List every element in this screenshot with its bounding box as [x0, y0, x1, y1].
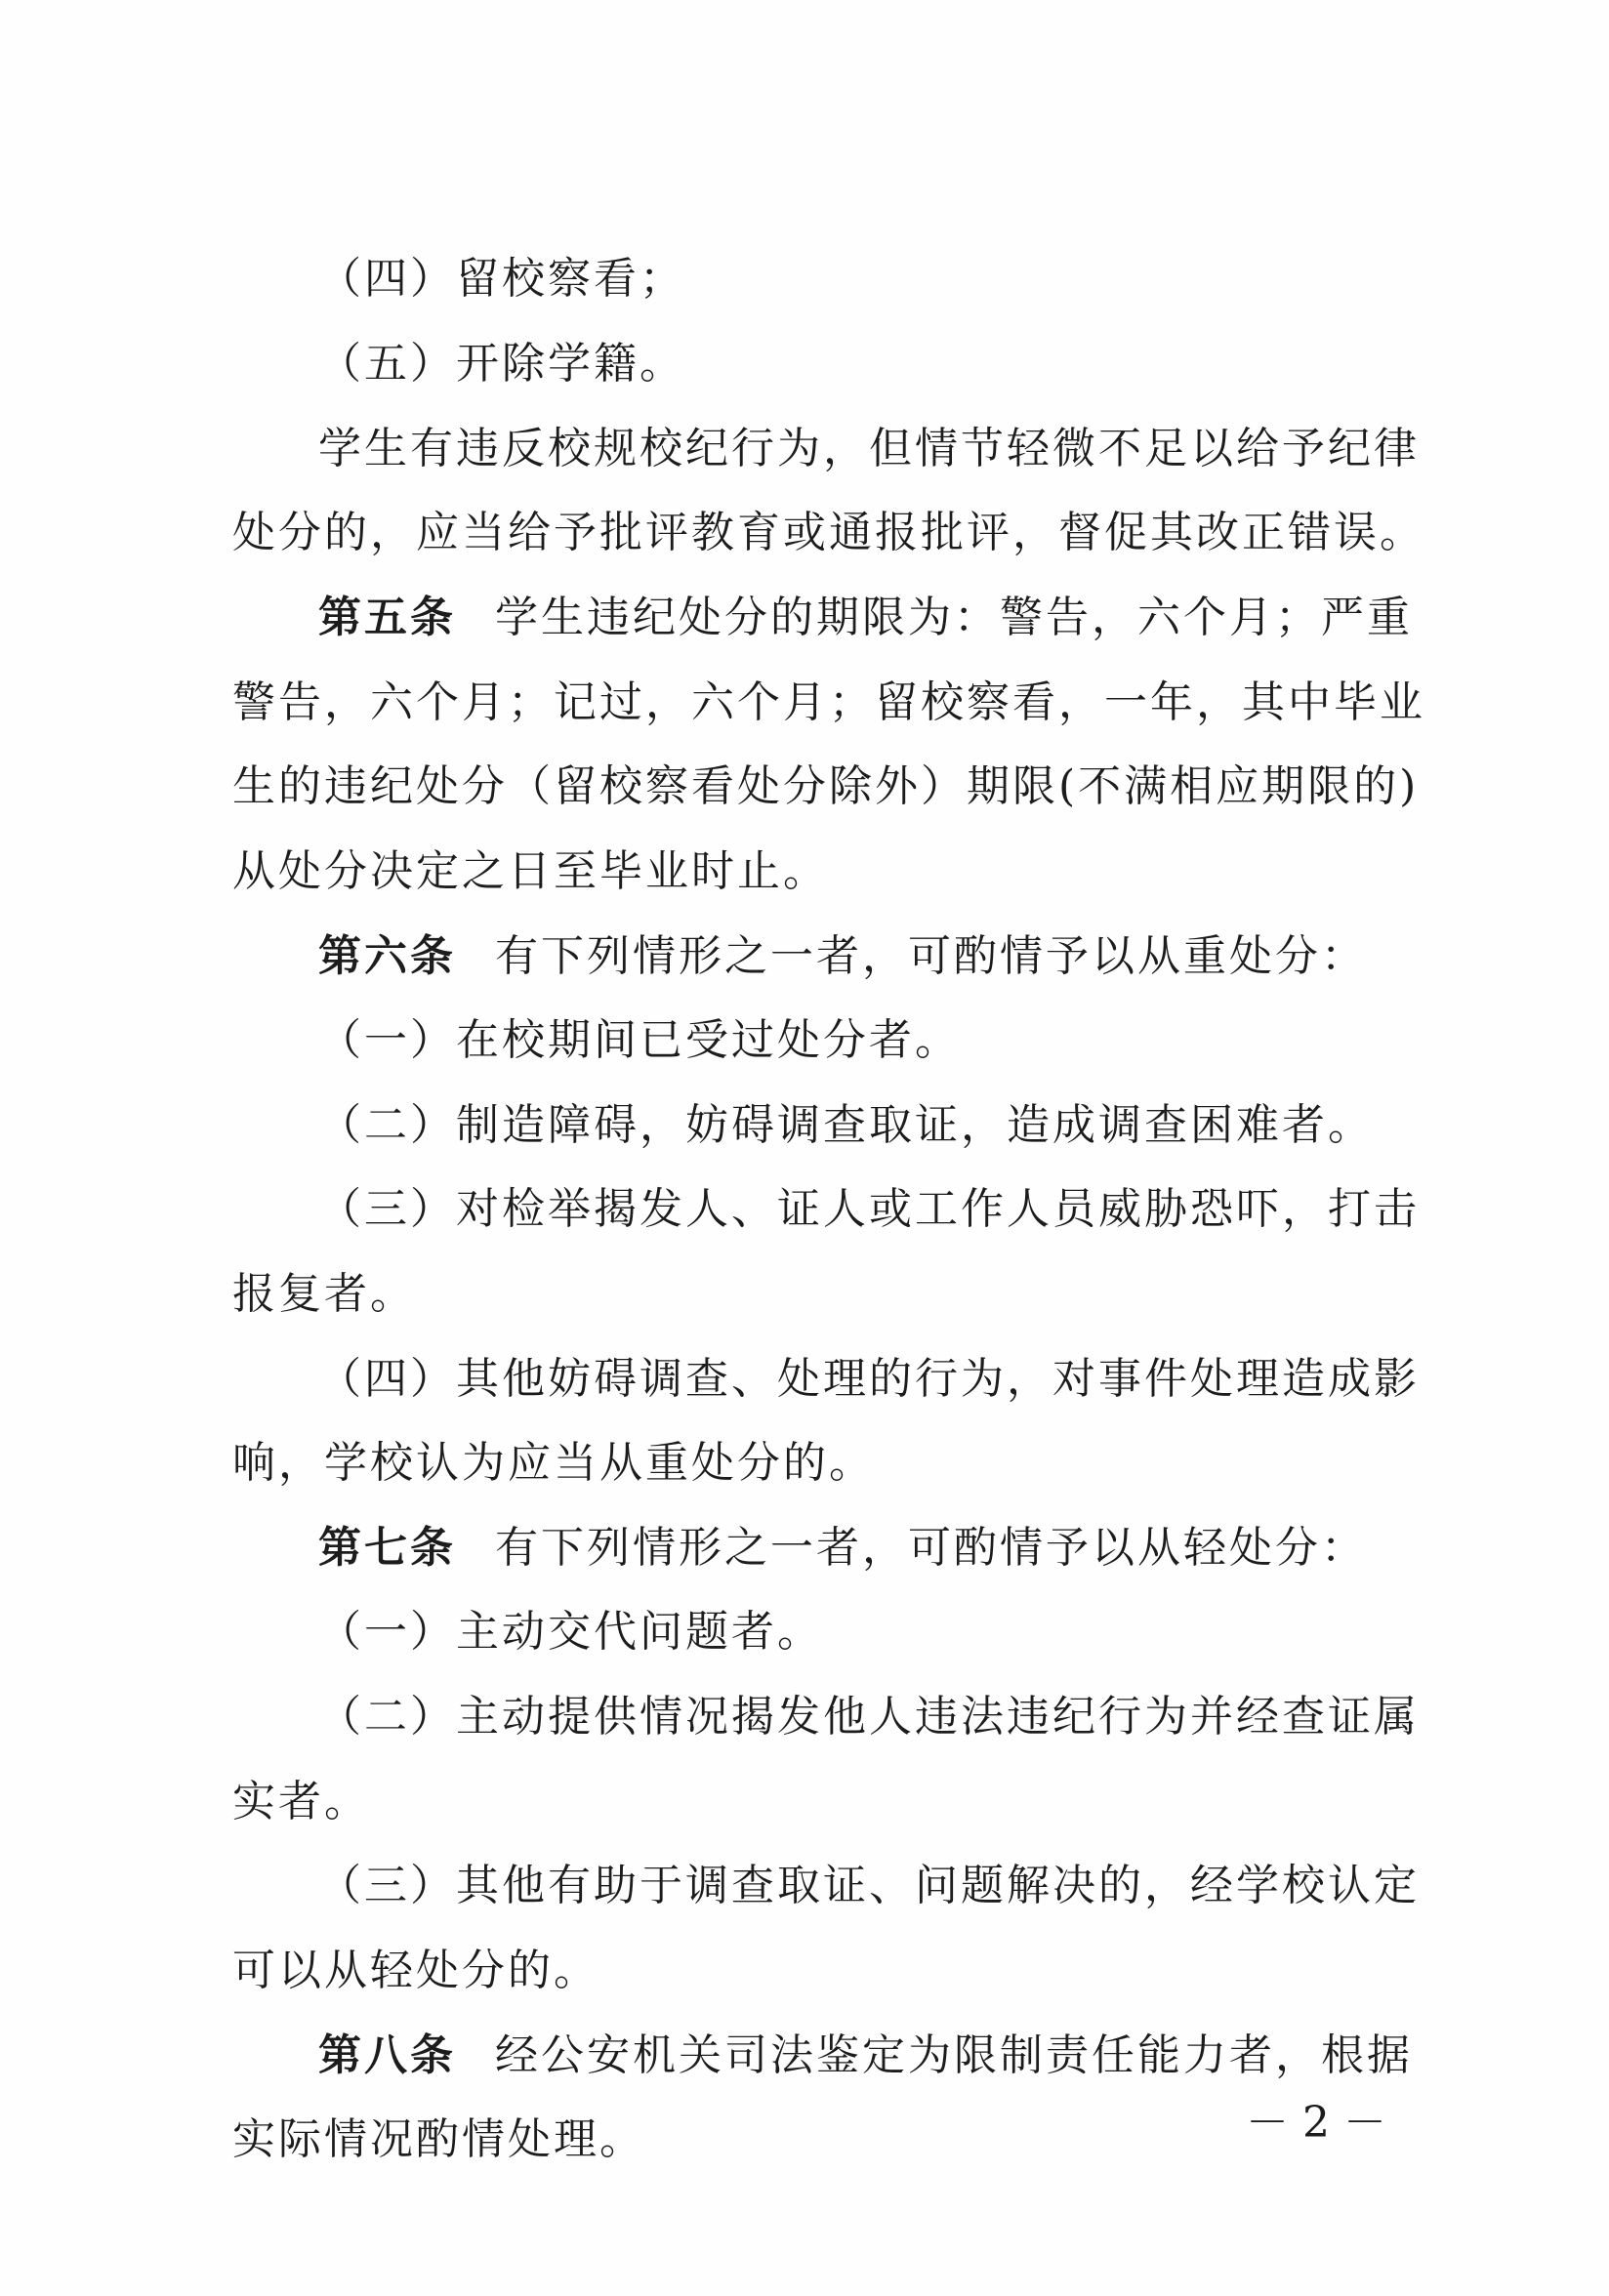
article-6-heading: 第六条 — [318, 931, 456, 981]
article-8-line — [318, 2027, 1413, 2085]
text-line: 警告，六个月；记过，六个月；留校察看，一年，其中毕业 — [232, 677, 1425, 727]
text-line: 学生有违反校规校纪行为，但情节轻微不足以给予纪律 — [318, 424, 1420, 473]
article-7-heading: 第七条 — [318, 1523, 456, 1573]
text-line: （二）主动提供情况揭发他人违法违纪行为并经查证属 — [318, 1692, 1420, 1742]
page-number: － 2 － — [1246, 2098, 1386, 2148]
text-line: 响，学校认为应当从重处分的。 — [232, 1438, 875, 1488]
text-line: （三）其他有助于调查取证、问题解决的，经学校认定 — [318, 1861, 1420, 1910]
article-5-text: 学生违纪处分的期限为：警告，六个月；严重 — [495, 593, 1413, 642]
article-7-text: 有下列情形之一者，可酌情予以从轻处分： — [495, 1523, 1367, 1573]
text-line: 实际情况酌情处理。 — [232, 2114, 645, 2164]
article-8-heading: 第八条 — [318, 2030, 456, 2080]
article-6-line — [318, 927, 1375, 986]
text-line: （五）开除学籍。 — [318, 339, 685, 389]
text-line: （四）其他妨碍调查、处理的行为，对事件处理造成影 — [318, 1354, 1420, 1404]
text-line: 生的违纪处分（留校察看处分除外）期限(不满相应期限的) — [232, 761, 1420, 811]
text-line: （一）在校期间已受过处分者。 — [318, 1015, 961, 1065]
text-line: 可以从轻处分的。 — [232, 1946, 599, 1995]
article-6-text: 有下列情形之一者，可酌情予以从重处分： — [495, 931, 1367, 981]
text-line: 处分的，应当给予批评教育或通报批评，督促其改正错误。 — [232, 508, 1425, 557]
text-line: 实者。 — [232, 1777, 370, 1826]
article-5-line — [318, 589, 1413, 647]
article-5-heading: 第五条 — [318, 593, 456, 642]
text-line: 从处分决定之日至毕业时止。 — [232, 846, 829, 896]
text-line: （二）制造障碍，妨碍调查取证，造成调查困难者。 — [318, 1100, 1374, 1150]
article-7-line — [318, 1519, 1375, 1578]
text-line: （三）对检举揭发人、证人或工作人员威胁恐吓，打击 — [318, 1184, 1420, 1234]
text-line: 报复者。 — [232, 1269, 416, 1319]
text-line: （一）主动交代问题者。 — [318, 1607, 823, 1657]
text-line: （四）留校察看； — [318, 254, 685, 304]
article-8-text: 经公安机关司法鉴定为限制责任能力者，根据 — [495, 2030, 1413, 2080]
